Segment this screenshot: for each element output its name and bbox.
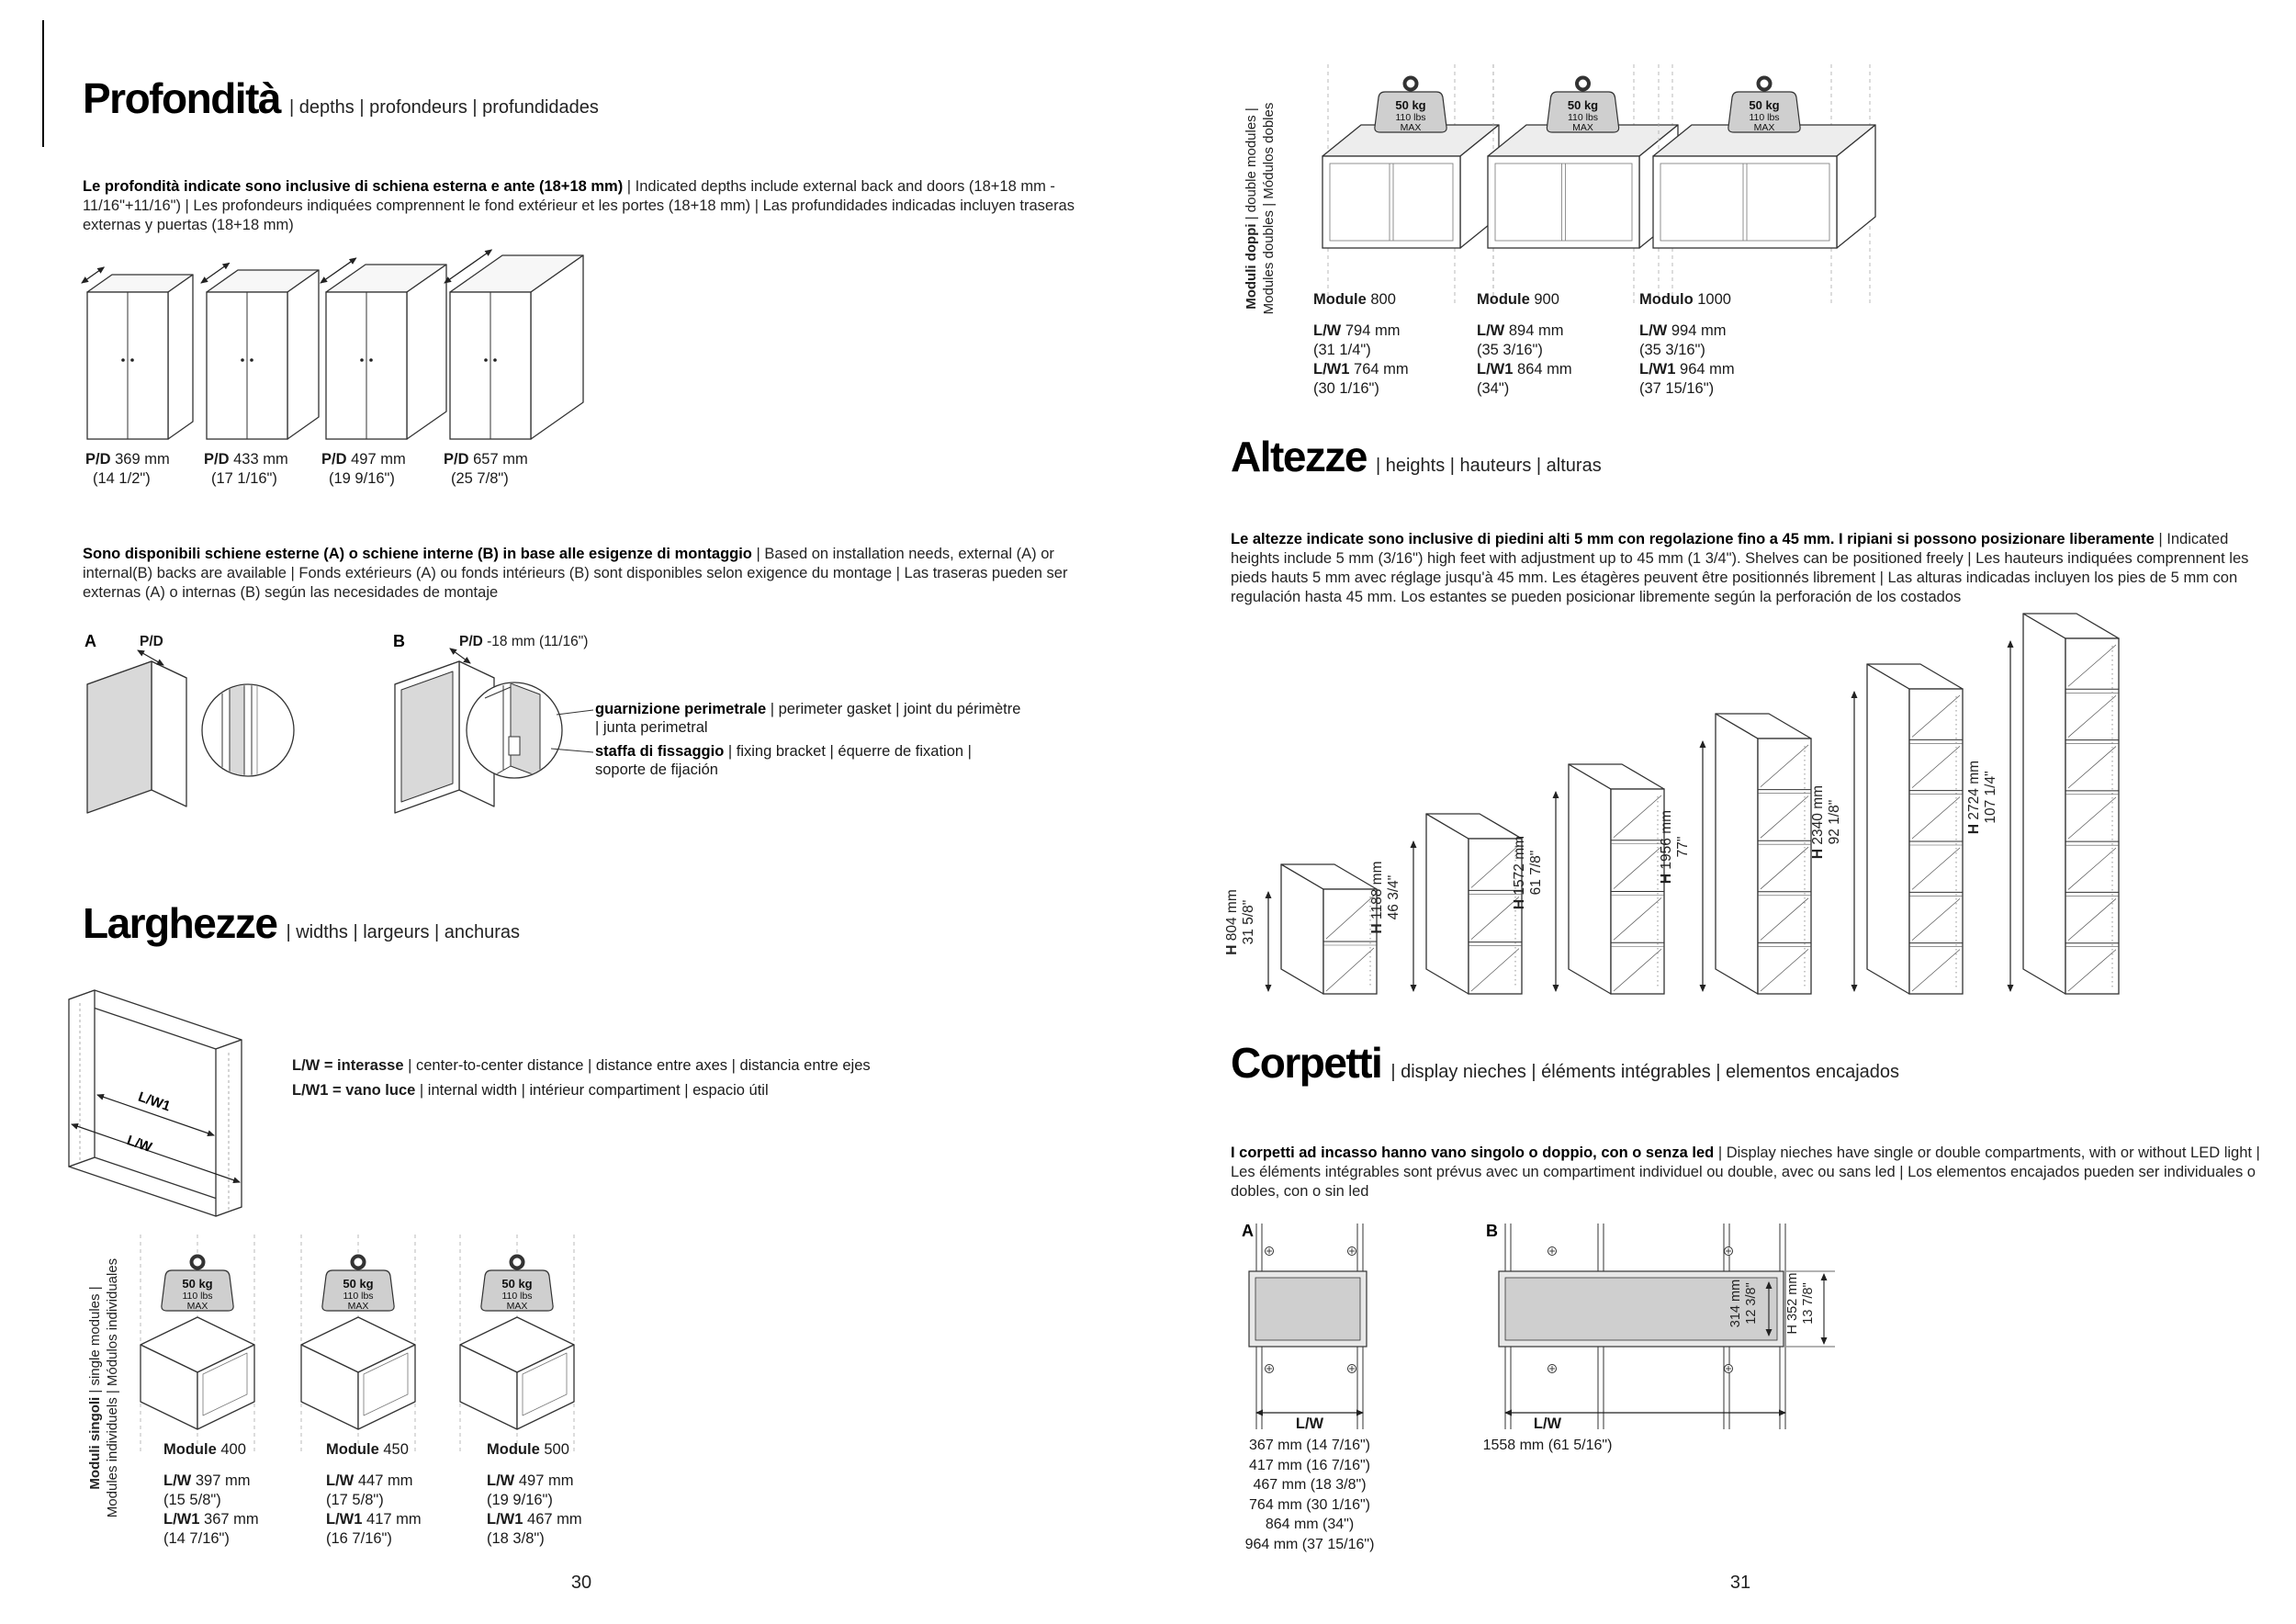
height-label-1572: H 1572 mm 61 7/8" xyxy=(1512,835,1544,910)
badge-max-label: MAX xyxy=(1753,122,1775,133)
profondita-title: Profondità xyxy=(83,74,280,122)
corpetti-heading xyxy=(1231,1039,1900,1087)
profondita-heading xyxy=(83,74,599,122)
pd-label: P/D 369 mm (14 1/2") xyxy=(85,451,170,487)
gasket-annotation: guarnizione perimetrale | perimeter gasket | joint du périmètre | junta perimetral xyxy=(595,701,1021,736)
module-spec-800: Module 800 L/W 794 mm (31 1/4") L/W1 764 mm (30 1/16") xyxy=(1313,291,1409,397)
altezze-subtitle: | heights | hauteurs | alturas xyxy=(1375,456,1602,476)
niche-inner-dim: 314 mm 12 3/8" xyxy=(1728,1279,1759,1328)
lw-head-a: L/W xyxy=(1295,1415,1324,1432)
badge-lbs-label: 110 lbs xyxy=(182,1291,213,1302)
pd-label: P/D 497 mm (19 9/16") xyxy=(321,451,406,487)
module-spec-400: Module 400 L/W 397 mm (15 5/8") L/W1 367 mm (14 7/16") xyxy=(163,1441,259,1547)
badge-lbs-label: 110 lbs xyxy=(343,1291,374,1302)
badge-lbs-label: 110 lbs xyxy=(1749,112,1780,123)
height-label-1956: H 1956 mm 77" xyxy=(1659,809,1691,885)
pd-arrow-label-a: P/D xyxy=(140,634,163,649)
lw-value-b: 1558 mm (61 5/16") xyxy=(1482,1438,1613,1453)
page-number-left: 30 xyxy=(570,1573,592,1593)
single-modules-side-label: Moduli singoli | single modules | Modules individuels | Módulos individuales xyxy=(87,1257,120,1518)
pd-arrow-label-b: P/D -18 mm (11/16") xyxy=(459,634,589,649)
profondita-intro-lead: Le profondità indicate sono inclusive di schiena esterna e ante (18+18 mm) xyxy=(83,177,624,195)
corpetti-label-a: A xyxy=(1242,1222,1254,1240)
badge-max-label: MAX xyxy=(1400,122,1422,133)
module-spec-900: Module 900 L/W 894 mm (35 3/16") L/W1 864 mm (34") xyxy=(1477,291,1572,397)
altezze-title: Altezze xyxy=(1231,433,1367,480)
badge-kg-label: 50 kg xyxy=(1749,98,1780,112)
altezze-heading xyxy=(1231,435,1602,478)
bracket-annotation: staffa di fissaggio | fixing bracket | équerre de fixation | soporte de fijación xyxy=(595,743,972,778)
larghezze-subtitle: | widths | largeurs | anchuras xyxy=(286,922,521,942)
badge-max-label: MAX xyxy=(506,1301,528,1312)
corpetti-title: Corpetti xyxy=(1231,1039,1382,1087)
badge-kg-label: 50 kg xyxy=(501,1277,533,1291)
double-modules-side-label: Moduli doppi | double modules | Modules doubles | Módulos dobles xyxy=(1244,102,1277,315)
lw1-diagram-label: L/W1 xyxy=(136,1088,173,1115)
label-b: B xyxy=(393,632,405,650)
badge-lbs-label: 110 lbs xyxy=(1567,112,1599,123)
page-number-right: 31 xyxy=(1729,1573,1751,1593)
badge-kg-label: 50 kg xyxy=(343,1277,374,1291)
pd-label: P/D 657 mm (25 7/8") xyxy=(444,451,528,487)
badge-max-label: MAX xyxy=(1572,122,1593,133)
badge-kg-label: 50 kg xyxy=(1567,98,1599,112)
height-label-2724: H 2724 mm 107 1/4" xyxy=(1966,760,1998,835)
badge-lbs-label: 110 lbs xyxy=(1395,112,1426,123)
profondita-intro-rest: | Indicated depths include external back and doors (18+18 mm - 11/16"+11/16") | Les profondeurs indiquées comprennent le fond extérieur et les portes (18+18 mm) | Las profundidades indicadas incluyen traseras externas y puertas (18+18 mm) xyxy=(83,177,1075,233)
corpetti-label-b: B xyxy=(1486,1222,1498,1240)
lw-head-b: L/W xyxy=(1533,1415,1562,1432)
lw-values-a: 367 mm (14 7/16") 417 mm (16 7/16") 467 mm (18 3/8") 764 mm (30 1/16") 864 mm (34") 964 mm (37 15/16") xyxy=(1244,1438,1375,1552)
badge-kg-label: 50 kg xyxy=(182,1277,213,1291)
module-spec-450: Module 450 L/W 447 mm (17 5/8") L/W1 417 mm (16 7/16") xyxy=(326,1441,422,1547)
module-spec-500: Module 500 L/W 497 mm (19 9/16") L/W1 467 mm (18 3/8") xyxy=(487,1441,582,1547)
width-diagram xyxy=(37,974,331,1249)
lw-legend: L/W = interasse | center-to-center distance | distance entre axes | distancia entre ejes L/W1 = vano luce | internal width | intérieur compartiment | espacio útil xyxy=(292,1057,871,1099)
pd-label: P/D 433 mm (17 1/16") xyxy=(204,451,288,487)
badge-max-label: MAX xyxy=(186,1301,208,1312)
corpetti-intro: I corpetti ad incasso hanno vano singolo o doppio, con o senza led | Display nieches have single or double compartments, with or without LED light | Les éléments intégrables sont prévus avec un compartiment individuel ou double, avec ou sans led | Los elementos encajados pueden ser individuales o dobles, con o sin led xyxy=(1231,1144,2260,1200)
larghezze-heading xyxy=(83,899,521,947)
lw-diagram-label: L/W xyxy=(124,1132,154,1156)
backs-paragraph: Sono disponibili schiene esterne (A) o schiene interne (B) in base alle esigenze di montaggio | Based on installation needs, external (A) or internal(B) backs are available | Fonds extérieurs (A) ou fonds intérieurs (B) sont disponibles selon exigence du montage | Las traseras pueden ser externas (A) o internas (B) según las necesidades de montaje xyxy=(83,545,1068,601)
page-crop-mark xyxy=(42,20,44,147)
badge-max-label: MAX xyxy=(347,1301,369,1312)
height-label-1188: H 1188 mm 46 3/4" xyxy=(1369,861,1401,934)
label-a: A xyxy=(84,632,96,650)
badge-lbs-label: 110 lbs xyxy=(501,1291,533,1302)
profondita-subtitle: | depths | profondeurs | profundidades xyxy=(288,97,599,118)
niche-outer-dim: H 352 mm 13 7/8" xyxy=(1785,1272,1816,1335)
height-label-2340: H 2340 mm 92 1/8" xyxy=(1810,784,1842,860)
corpetti-subtitle: | display nieches | éléments intégrables | elementos encajados xyxy=(1390,1062,1900,1082)
height-label-804: H 804 mm 31 5/8" xyxy=(1224,889,1256,955)
double-modules-drawing xyxy=(1286,51,1984,326)
module-spec-1000: Modulo 1000 L/W 994 mm (35 3/16") L/W1 964 mm (37 15/16") xyxy=(1639,291,1735,397)
larghezze-title: Larghezze xyxy=(83,899,277,947)
profondita-intro xyxy=(83,177,1111,235)
badge-kg-label: 50 kg xyxy=(1395,98,1426,112)
altezze-intro: Le altezze indicate sono inclusive di piedini alti 5 mm con regolazione fino a 45 mm. I ripiani si possono posizionare liberamente | Indicated heights include 5 mm (3/16") high feet with adjustment up to 45 mm (1 3/4"). Shelves can be positioned freely | Les hauteurs indiquées comprennent les pieds hauts 5 mm avec réglage jusqu'à 45 mm. Les étagères peuvent être positionnés librement | Las alturas indicadas incluyen los pies de 5 mm con regulación hasta 45 mm. Los estantes se pueden posicionar libremente según la perforación de los costados xyxy=(1231,530,2249,605)
